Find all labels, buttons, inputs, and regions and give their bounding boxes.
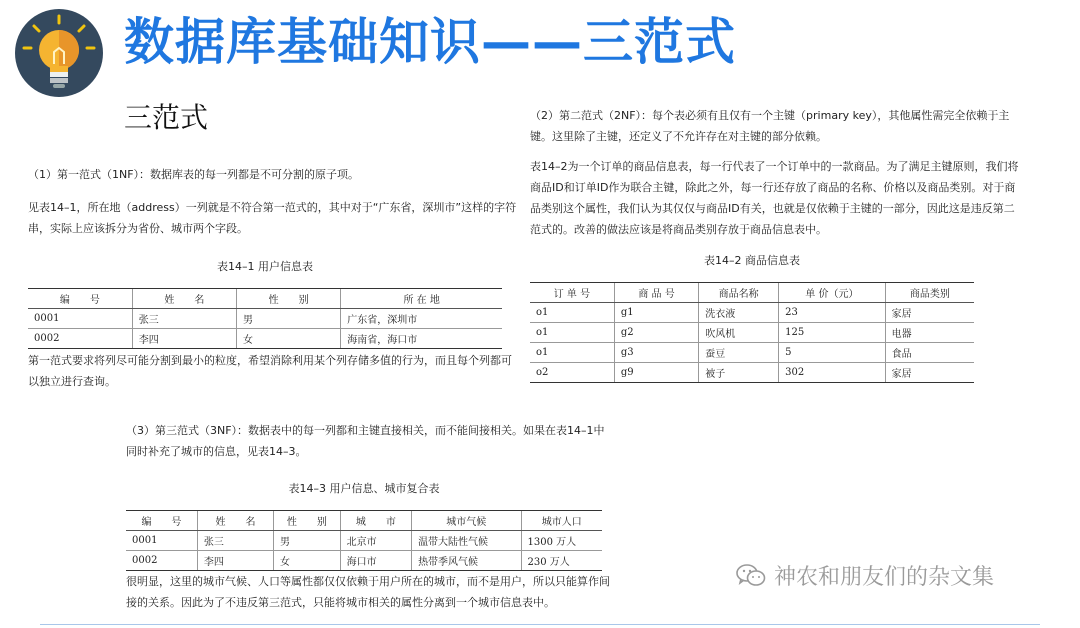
table-header-cell: 城 市: [340, 511, 411, 531]
table-cell: 302: [779, 363, 886, 383]
table-cell: 被子: [699, 363, 779, 383]
nf2-example-line3: 品类别这个属性，我们认为其仅仅与商品ID有关，也就是仅依赖于主键的一部分，因此这是违反第二: [530, 202, 1015, 215]
bottom-divider: [40, 624, 1040, 625]
table1-caption: 表14–1 用户信息表: [217, 260, 313, 273]
table-header-cell: 订 单 号: [530, 283, 614, 303]
table-cell: g1: [614, 303, 698, 323]
table-row: [530, 323, 974, 343]
table-cell: 海南省，海口市: [341, 329, 502, 349]
table-header-cell: 姓 名: [197, 511, 273, 531]
table-cell: 0002: [126, 551, 197, 571]
page-title: 数据库基础知识——三范式: [124, 13, 736, 71]
table-cell: 女: [274, 551, 341, 571]
nf1-summary-line1: 第一范式要求将列尽可能分割到最小的粒度，希望消除利用某个列存储多值的行为，而且每个列都可: [28, 354, 512, 367]
table-cell: o1: [530, 343, 614, 363]
table-cell: 男: [237, 309, 341, 329]
table-header-cell: 商品类别: [885, 283, 974, 303]
table-cell: 0001: [126, 531, 197, 551]
nf1-summary-line2: 以独立进行查询。: [28, 375, 116, 388]
table-header-cell: 商品名称: [699, 283, 779, 303]
table-row: [28, 309, 502, 329]
nf3-summary-line2: 接的关系。因此为了不违反第三范式，只能将城市相关的属性分离到一个城市信息表中。: [126, 596, 555, 609]
nf1-example-line2: 串，实际上应该拆分为省份、城市两个字段。: [28, 222, 248, 235]
nf1-definition: （1）第一范式（1NF）：数据库表的每一列都是不可分割的原子项。: [28, 168, 360, 181]
table-row: [530, 363, 974, 383]
nf2-definition-line1: （2）第二范式（2NF）：每个表必须有且仅有一个主键（primary key），其他属性需完全依赖于主: [530, 109, 1010, 122]
table-cell: 5: [779, 343, 886, 363]
table-cell: 0002: [28, 329, 132, 349]
table-header-cell: 城市人口: [521, 511, 602, 531]
table-cell: 0001: [28, 309, 132, 329]
table-cell: 热带季风气候: [412, 551, 521, 571]
table-row: [126, 551, 602, 571]
table-cell: 广东省，深圳市: [341, 309, 502, 329]
table-cell: 蚕豆: [699, 343, 779, 363]
table-cell: 1300 万人: [521, 531, 602, 551]
table-cell: g2: [614, 323, 698, 343]
table-cell: 男: [274, 531, 341, 551]
table-cell: 家居: [885, 363, 974, 383]
table-cell: 吹风机: [699, 323, 779, 343]
table-header-row: [530, 283, 974, 303]
table-row: [28, 329, 502, 349]
nf1-example-line1: 见表14–1，所在地（address）一列就是不符合第一范式的，其中对于“广东省，深圳市”这样的字符: [28, 201, 517, 214]
table3-caption: 表14–3 用户信息、城市复合表: [288, 482, 440, 495]
table-cell: 张三: [197, 531, 273, 551]
table-header-row: [126, 511, 602, 531]
table3-user-city: [126, 510, 602, 571]
table-cell: o2: [530, 363, 614, 383]
watermark: [736, 560, 994, 591]
wechat-icon: [736, 563, 766, 589]
table-row: [530, 303, 974, 323]
table-row: [126, 531, 602, 551]
table-cell: 李四: [132, 329, 236, 349]
table-cell: 230 万人: [521, 551, 602, 571]
table-header-row: [28, 289, 502, 309]
nf3-definition-line1: （3）第三范式（3NF）：数据表中的每一列都和主键直接相关，而不能间接相关。如果在表14–1中: [126, 424, 605, 437]
table1-user-info: [28, 288, 502, 349]
table-cell: 温带大陆性气候: [412, 531, 521, 551]
table-cell: 食品: [885, 343, 974, 363]
table-cell: 女: [237, 329, 341, 349]
table-cell: 张三: [132, 309, 236, 329]
table-cell: 125: [779, 323, 886, 343]
table-header-cell: 商 品 号: [614, 283, 698, 303]
table-cell: g3: [614, 343, 698, 363]
nf2-definition-line2: 键。这里除了主键，还定义了不允许存在对主键的部分依赖。: [530, 130, 827, 143]
table-cell: o1: [530, 303, 614, 323]
table-cell: 洗衣液: [699, 303, 779, 323]
table-cell: g9: [614, 363, 698, 383]
table2-caption: 表14–2 商品信息表: [704, 254, 800, 267]
nf3-summary-line1: 很明显，这里的城市气候、人口等属性都仅仅依赖于用户所在的城市，而不是用户，所以只能算作间: [126, 575, 610, 588]
table-cell: o1: [530, 323, 614, 343]
lightbulb-icon: [14, 8, 104, 98]
table-cell: 23: [779, 303, 886, 323]
nf2-example-line2: 商品ID和订单ID作为联合主键，除此之外，每一行还存放了商品的名称、价格以及商品类别。对于商: [530, 181, 1016, 194]
table-header-cell: 性 别: [274, 511, 341, 531]
table-header-cell: 性 别: [237, 289, 341, 309]
table-cell: 家居: [885, 303, 974, 323]
section-title: 三范式: [124, 101, 209, 134]
table-cell: 北京市: [340, 531, 411, 551]
table-header-cell: 编 号: [126, 511, 197, 531]
table-cell: 电器: [885, 323, 974, 343]
table-header-cell: 所 在 地: [341, 289, 502, 309]
table-header-cell: 城市气候: [412, 511, 521, 531]
table-cell: 李四: [197, 551, 273, 571]
table2-product-info: [530, 282, 974, 383]
table-header-cell: 姓 名: [132, 289, 236, 309]
table-header-cell: 编 号: [28, 289, 132, 309]
table-cell: 海口市: [340, 551, 411, 571]
nf3-definition-line2: 同时补充了城市的信息，见表14–3。: [126, 445, 307, 458]
nf2-example-line4: 范式的。改善的做法应该是将商品类别存放于商品信息表中。: [530, 223, 827, 236]
table-row: [530, 343, 974, 363]
table-header-cell: 单 价（元）: [779, 283, 886, 303]
nf2-example-line1: 表14–2为一个订单的商品信息表，每一行代表了一个订单中的一款商品。为了满足主键原则，我们将: [530, 160, 1019, 173]
watermark-text: 神农和朋友们的杂文集: [774, 565, 995, 590]
